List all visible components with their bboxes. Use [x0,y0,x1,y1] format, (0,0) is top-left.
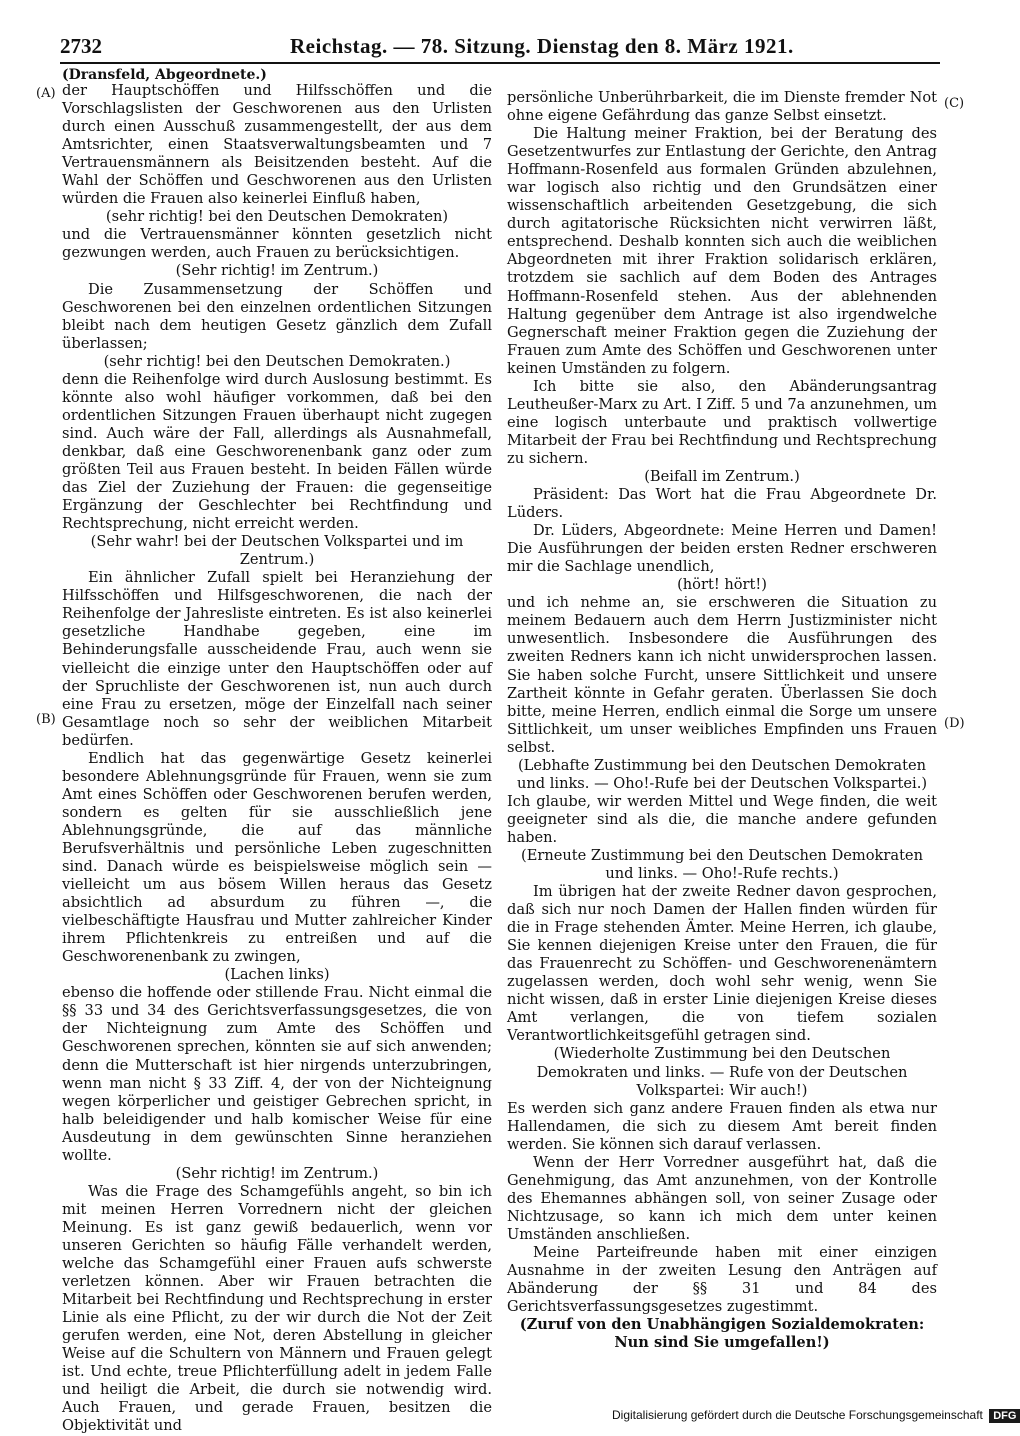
paragraph: und die Vertrauensmänner könnten gesetzlich nicht gezwungen werden, auch Frauen zu berücksichtigen. [62,226,492,262]
margin-marker-d: (D) [944,716,965,731]
paragraph: Dr. Lüders, Abgeordnete: Meine Herren und Damen! Die Ausführungen der beiden ersten Redner erschweren mir die Sachlage unendlich, [507,522,937,576]
header-title: Reichstag. — 78. Sitzung. Dienstag den 8. März 1921. [290,34,794,58]
paragraph: Es werden sich ganz andere Frauen finden als etwa nur Hallendamen, die sich zu diesem Amt bereit finden werden. Sie können sich darauf verlassen. [507,1099,937,1153]
paragraph: Im übrigen hat der zweite Redner davon gesprochen, daß sich nur noch Damen der Hallen finden würden für die in Frage stehenden Ämter. Meine Herren, ich glaube, Sie kennen diejenigen Kreise unter den Frauen, die für das Frauenrecht zu Schöffen- und Geschworenenämtern zugelassen werden, doch wohl sehr wenig, wenn Sie nicht wissen, daß in erster Linie diejenigen Kreise dieses Amt verlangen, die von tiefem sozialen Verantwortlichkeitsgefühl getragen sind. [507,883,937,1045]
interjection: (Sehr richtig! im Zentrum.) [175,262,379,280]
dfg-logo: DFG [989,1409,1020,1423]
interjection: (Beifall im Zentrum.) [644,467,800,485]
interjection: (sehr richtig! bei den Deutschen Demokraten.) [103,352,451,370]
paragraph: denn die Reihenfolge wird durch Auslosung bestimmt. Es könnte also wohl häufiger vorkommen, daß bei den ordentlichen Sitzungen Frauen überhaupt nicht zugegen sind. Auch wäre der Fall, allerdings als Ausnahmefall, denkbar, daß eine Geschworenenbank ganz oder zum größten Teil aus Frauen besteht. In beiden Fällen würde das Ziel der Zuziehung der Frauen: die gegenseitige Ergänzung der Geschlechter bei Rechtfindung und Rechtsprechung, nicht erreicht werden. [62,370,492,533]
paragraph: und ich nehme an, sie erschweren die Situation zu meinem Bedauern auch dem Herrn Justizminister nicht unwesentlich. Insbesondere die Ausführungen des zweiten Redners kann ich nicht unwidersprochen lassen. Sie haben solche Furcht, unsere Sittlichkeit und unsere Zartheit könnte in Gefahr geraten. Überlassen Sie doch bitte, meine Herren, endlich einmal die Sorge um unsere Sittlichkeit, um unser weibliches Empfinden uns Frauen selbst. [507,594,937,756]
margin-marker-a: (A) [36,86,56,101]
interjection: (Sehr richtig! im Zentrum.) [175,1164,379,1182]
margin-marker-b: (B) [36,712,56,727]
page-header [60,34,940,64]
paragraph: persönliche Unberührbarkeit, die im Dienste fremder Not ohne eigene Gefährdung das ganze Selbst einsetzt. [507,89,937,125]
paragraph: ebenso die hoffende oder stillende Frau. Nicht einmal die §§ 33 und 34 des Gerichtsverfassungsgesetzes, die von der Nichteignung zum Amte des Schöffen und Geschworenen sprechen, könnten sie auf sich anwenden; denn die Mutterschaft ist hier nirgends unterzubringen, wenn man nicht § 33 Ziff. 4, der von der Nichteignung wegen körperlicher und geistiger Gebrechen spricht, in halb beleidigender und halb komischer Weise für eine Ausdeutung in dem gewünschten Sinne heranziehen wollte. [62,984,492,1164]
interjection: (Wiederholte Zustimmung bei den Deutschen Demokraten und links. — Rufe von der Deutschen Volkspartei: Wir auch!) [536,1045,908,1099]
interjection: (Erneute Zustimmung bei den Deutschen Demokraten und links. — Oho!-Rufe rechts.) [521,846,923,883]
interjection: (Zuruf von den Unabhängigen Sozialdemokraten: Nun sind Sie umgefallen!) [519,1316,925,1352]
speaker-heading: (Dransfeld, Abgeordnete.) [62,67,267,83]
right-column [507,89,937,1352]
interjection: (Lachen links) [224,966,330,984]
paragraph: Was die Frage des Schamgefühls angeht, so bin ich mit meinen Herren Vorrednern nicht der gleichen Meinung. Es ist ganz gewiß bedauerlich, wenn vor unseren Gerichten so häufig Fälle verhandelt werden, welche das Schamgefühl einer Frauen aufs schwerste verletzen können. Aber wir Frauen betrachten die Mitarbeit bei Rechtfindung und Rechtsprechung in erster Linie als eine Pflicht, zu der wir durch die Not der Zeit gerufen werden, eine Not, deren Abstellung in gleicher Weise auf die Schultern von Männern und Frauen gelegt ist. Und echte, treue Pflichterfüllung adelt in jedem Falle und heiligt die Arbeit, die durch sie notwendig wird. Auch Frauen, und gerade Frauen, besitzen die Objektivität und [62,1182,492,1435]
interjection: (sehr richtig! bei den Deutschen Demokraten) [105,208,449,226]
left-column [62,82,492,1436]
footer-text: Digitalisierung gefördert durch die Deutsche Forschungsgemeinschaft [612,1408,983,1422]
paragraph: der Hauptschöffen und Hilfsschöffen und die Vorschlagslisten der Geschworenen aus den Urlisten durch einen Ausschuß zusammengestellt, der aus dem Amtsrichter, einen Staatsverwaltungsbeamten und 7 Vertrauensmännern als Beisitzenden besteht. Auf die Wahl der Schöffen und Geschworenen aus den Urlisten würden die Frauen also keinerlei Einfluß haben, [62,82,492,208]
paragraph: Meine Parteifreunde haben mit einer einzigen Ausnahme in der zweiten Lesung den Anträgen auf Abänderung der §§ 31 und 84 des Gerichtsverfassungsgesetzes zugestimmt. [507,1244,937,1316]
paragraph: Ich glaube, wir werden Mittel und Wege finden, die weit geeigneter sind als die, die manche andere gefunden haben. [507,792,937,846]
paragraph: Ich bitte sie also, den Abänderungsantrag Leutheußer-Marx zu Art. I Ziff. 5 und 7a anzunehmen, um eine logisch unterbaute und praktisch vollwertige Mitarbeit der Frau bei Rechtfindung und Rechtsprechung zu sichern. [507,377,937,467]
interjection: (Lebhafte Zustimmung bei den Deutschen Demokraten und links. — Oho!-Rufe bei der Deutschen Volkspartei.) [516,756,928,792]
paragraph: Die Haltung meiner Fraktion, bei der Beratung des Gesetzentwurfes zur Entlastung der Gerichte, den Antrag Hoffmann-Rosenfeld aus formalen Gründen abzulehnen, war logisch also richtig und den Grundsätzen einer wissenschaftlich arbeitenden Gesetzgebung, die sich durch agitatorische Rücksichten nicht verwirren läßt, entsprechend. Deshalb konnten sich auch die weiblichen Abgeordneten mit ihrer Fraktion solidarisch erklären, trotzdem sie sachlich auf dem Boden des Antrages Hoffmann-Rosenfeld stehen. Aus der ablehnenden Haltung gegenüber dem Antrage ist also irgendwelche Gegnerschaft meiner Fraktion gegen die Zuziehung der Frauen zum Amte des Schöffen und Geschworenen unter keinen Umständen zu folgern. [507,125,937,377]
footer-credit [612,1408,1020,1423]
interjection: (Sehr wahr! bei der Deutschen Volkspartei und im Zentrum.) [90,533,464,569]
header-rule [60,62,940,64]
page-number: 2732 [60,34,102,58]
paragraph: Ein ähnlicher Zufall spielt bei Heranziehung der Hilfsschöffen und Hilfsgeschworenen, die nach der Reihenfolge der Jahresliste eintreten. Es ist also keinerlei gesetzliche Handhabe gegeben, eine im Behinderungsfalle ausscheidende Frau, auch wenn sie vielleicht die einzige unter den Hauptschöffen oder auf der Spruchliste der Geschworenen ist, nun auch durch eine Frau zu ersetzen, möge der Einzelfall nach seiner Gesamtlage noch so sehr der weiblichen Mitarbeit bedürfen. [62,569,492,749]
margin-marker-c: (C) [944,96,965,111]
paragraph: Präsident: Das Wort hat die Frau Abgeordnete Dr. Lüders. [507,486,937,522]
interjection: (hört! hört!) [677,576,767,594]
paragraph: Wenn der Herr Vorredner ausgeführt hat, daß die Genehmigung, das Amt anzunehmen, von der Kontrolle des Ehemannes abhängen soll, von seiner Zusage oder Nichtzusage, so kann ich mich dem unter keinen Umständen anschließen. [507,1153,937,1243]
paragraph: Endlich hat das gegenwärtige Gesetz keinerlei besondere Ablehnungsgründe für Frauen, wenn sie zum Amt eines Schöffen oder Geschworenen berufen werden, sondern es gelten für sie ausschließlich jene Ablehnungsgründe, die auf das männliche Berufsverhältnis und persönliche Leben zugeschnitten sind. Danach würde es beispielsweise möglich sein — vielleicht um aus bösem Willen heraus das Gesetz absichtlich ad absurdum zu führen —, die vielbeschäftigte Hausfrau und Mutter zahlreicher Kinder ihrem Pflichtenkreis zu entreißen und auf die Geschworenenbank zu zwingen, [62,749,492,966]
paragraph: Die Zusammensetzung der Schöffen und Geschworenen bei den einzelnen ordentlichen Sitzungen bleibt nach dem heutigen Gesetz gänzlich dem Zufall überlassen; [62,280,492,352]
